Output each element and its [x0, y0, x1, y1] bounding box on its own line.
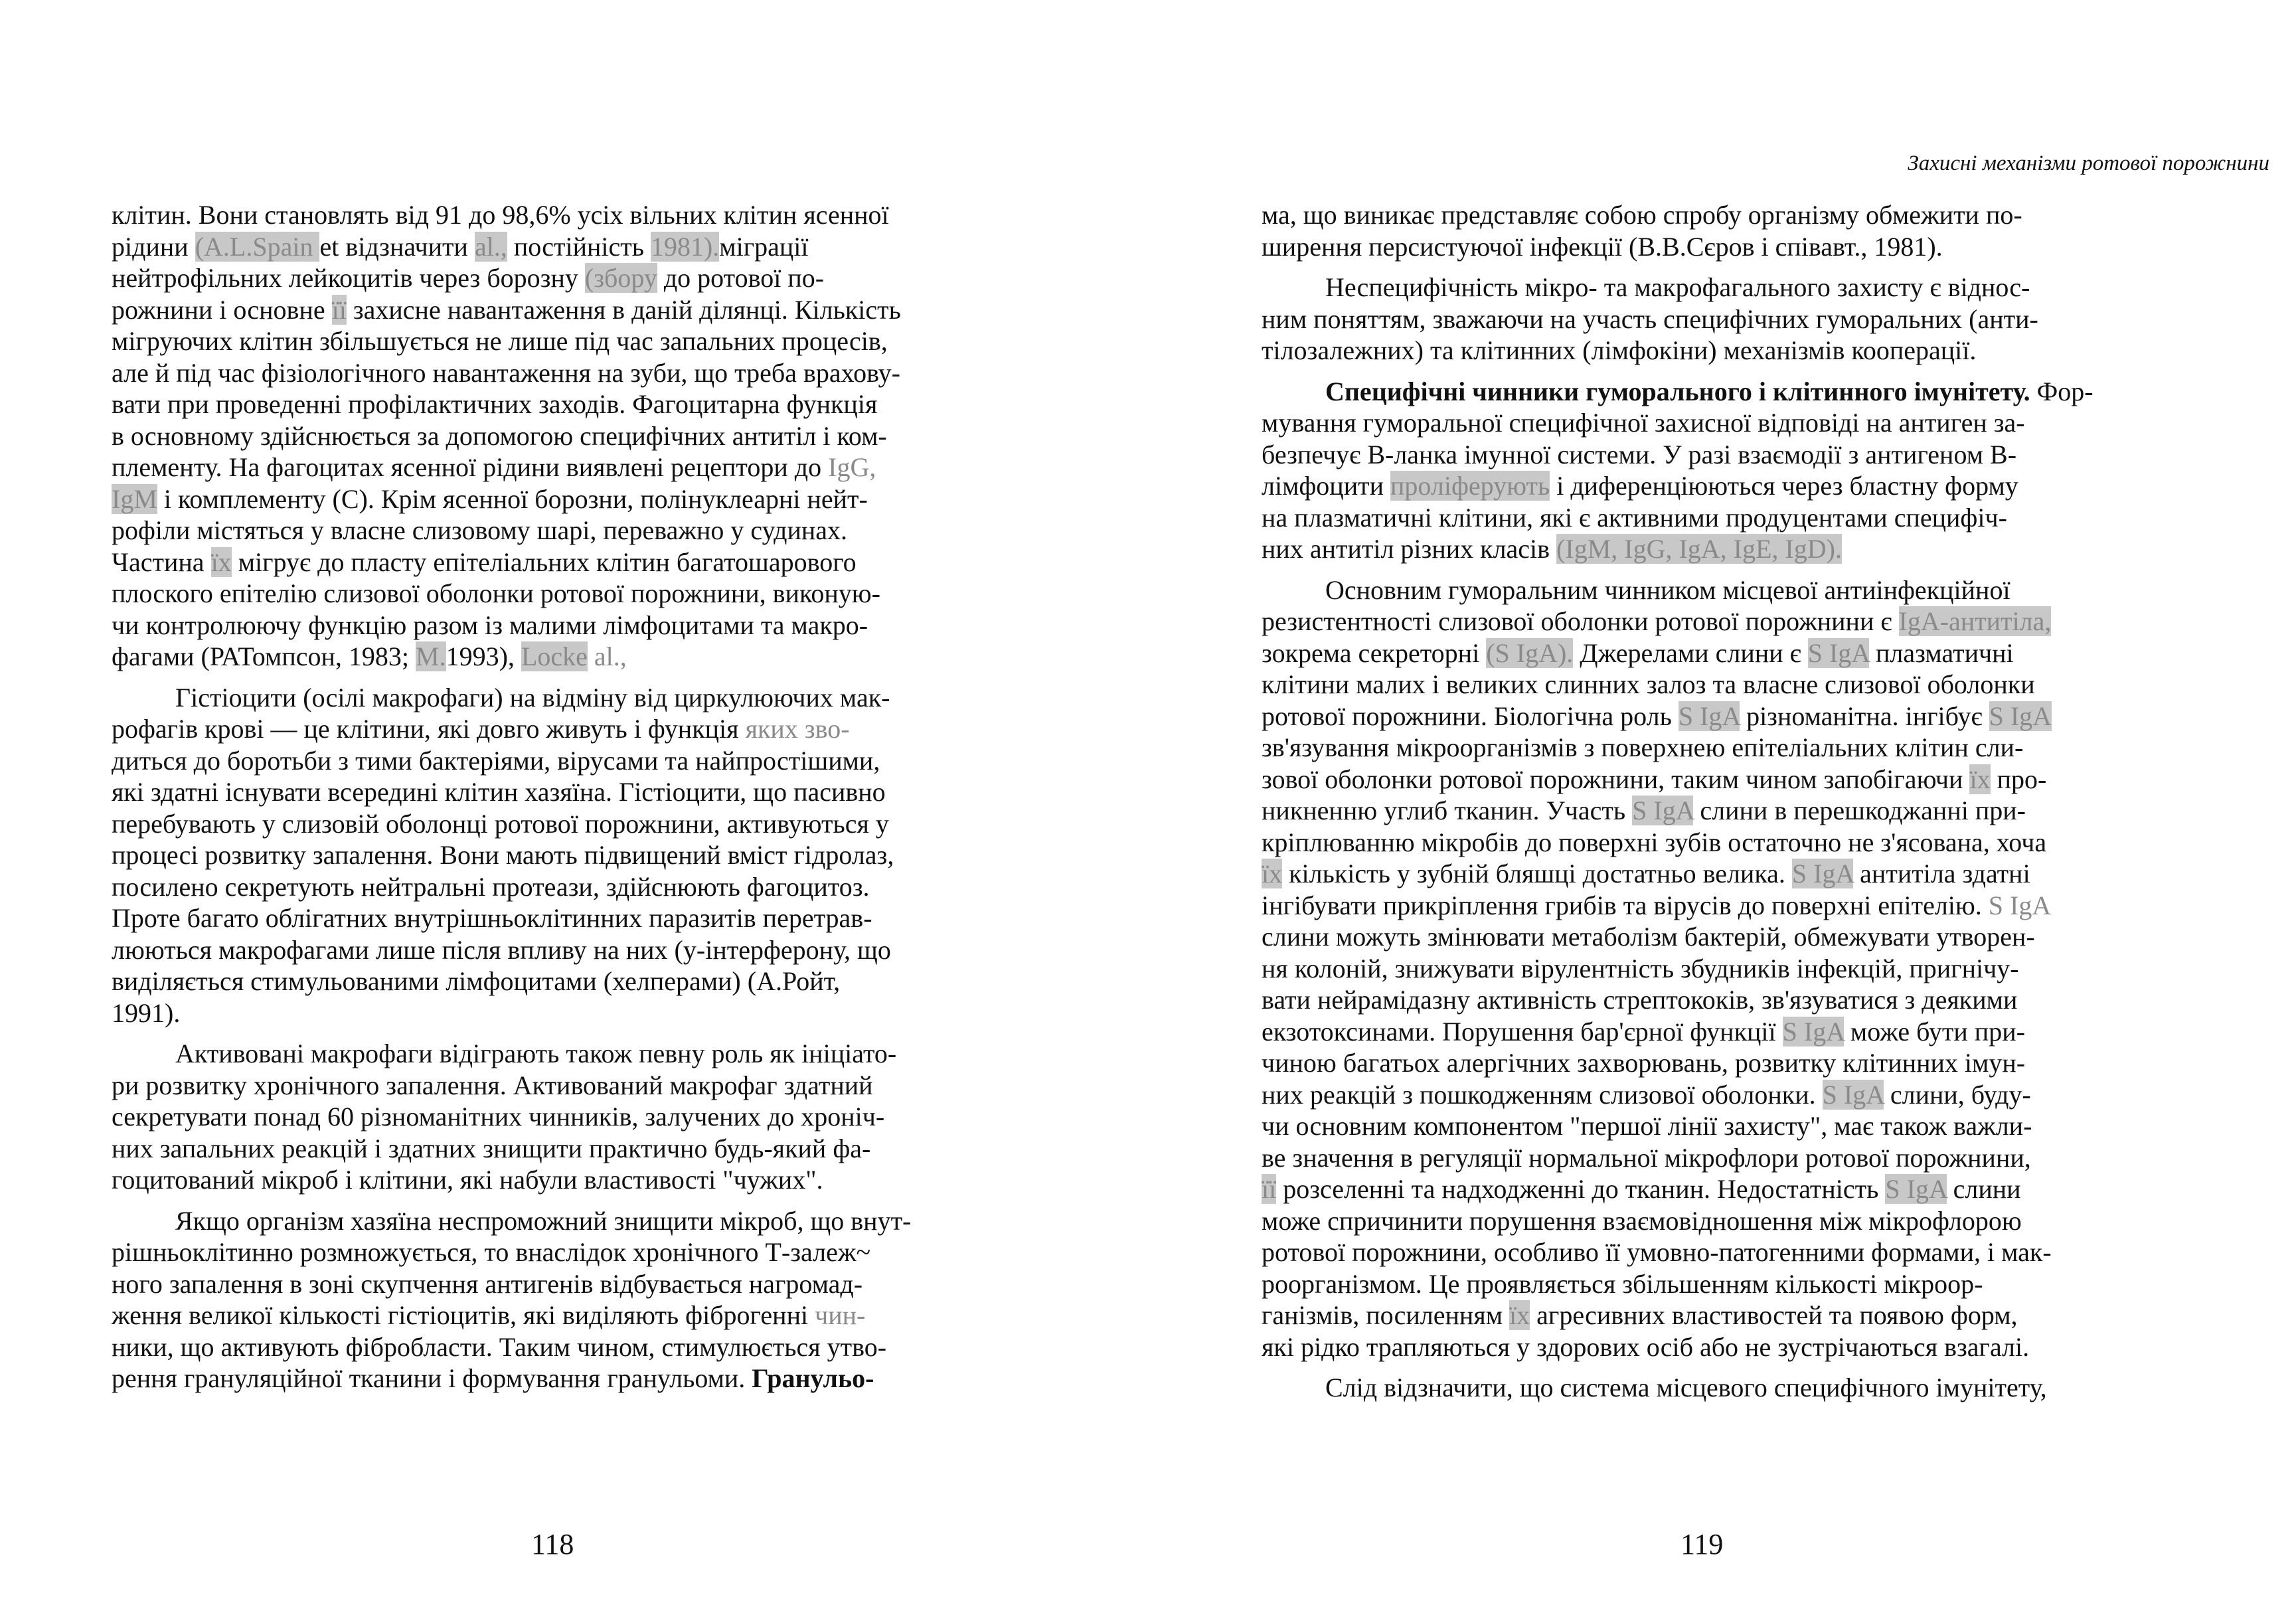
text-line: Специфічні чинники гуморального і клітинного імунітету. Фор- [1325, 376, 2093, 406]
text-line: Активовані макрофаги відіграють також певну роль як ініціато- [175, 1039, 897, 1068]
text-line: ри розвитку хронічного запалення. Активований макрофаг здатний [112, 1070, 873, 1100]
text-line: кріплюванню мікробів до поверхні зубів остаточно не з'ясована, хоча [1262, 827, 2047, 857]
text-line: Основним гуморальним чинником місцевої антиінфекційної [1325, 574, 2010, 605]
faded-annotation-text: їх [1262, 859, 1283, 888]
text-line: Гістіоцити (осілі макрофаги) на відміну від циркулюючих мак- [175, 682, 890, 713]
faded-annotation-text: яких зво- [745, 714, 850, 744]
text-line: процесі розвитку запалення. Вони мають підвищений вміст гідролаз, [112, 840, 894, 870]
text-line: слини можуть змінювати метаболізм бактерій, обмежувати утворен- [1262, 922, 2035, 952]
faded-annotation-text: проліферують [1390, 471, 1550, 501]
faded-annotation-text: al., [474, 231, 507, 262]
bold-text: Специфічні чинники гуморального і клітинного імунітету. [1325, 376, 2030, 406]
text-line: вати при проведенні профілактичних заходів. Фагоцитарна функція [112, 389, 878, 419]
faded-annotation-text: М. [416, 641, 446, 671]
text-line: ним поняттям, зважаючи на участь специфічних гуморальних (анти- [1262, 303, 2038, 334]
text-line: ве значення в регуляції нормальної мікрофлори ротової порожнини, [1262, 1142, 2031, 1173]
text-line: ного запалення в зоні скупчення антигенів відбувається нагромад- [112, 1268, 863, 1299]
faded-annotation-text: S IgA [1807, 637, 1869, 668]
text-line: гоцитований мікроб і клітини, які набули властивості "чужих". [112, 1165, 823, 1195]
text-line: чи контролюючу функцію разом із малими лімфоцитами та макро- [112, 610, 868, 640]
text-line: ники, що активують фібробласти. Таким чином, стимулюється утво- [112, 1331, 887, 1362]
faded-annotation-text: S IgA [1632, 796, 1694, 825]
text-line: люються макрофагами лише після впливу на них (у-інтерферону, що [112, 934, 891, 965]
faded-annotation-text: IgG, [828, 452, 876, 482]
text-line: ня колоній, знижувати вірулентність збудників інфекцій, пригнічу- [1262, 953, 2019, 983]
faded-annotation-text: S IgA [1989, 701, 2052, 731]
text-line: її розселенні та надходженні до тканин. Недостатність S IgA слини [1262, 1174, 2021, 1204]
text-line: рофагів крові — це клітини, які довго живуть і функція яких зво- [112, 714, 850, 744]
text-line: никненню углиб тканин. Участь S IgA слини в перешкоджанні при- [1262, 796, 2026, 825]
faded-annotation-text: (A.L.Spain [195, 231, 320, 262]
text-line: які здатні існувати всередині клітин хазяїна. Гістіоцити, що пасивно [112, 777, 886, 807]
text-line: тілозалежних) та клітинних (лімфокіни) механізмів кооперації. [1262, 335, 1977, 365]
text-line: Частина їх мігрує до пласту епітеліальних клітин багатошарового [112, 547, 857, 577]
text-line: ширення персистуючої інфекції (В.В.Сєров і співавт., 1981). [1262, 231, 1943, 262]
right-page [1148, 0, 2296, 1599]
text-line: плоского епітелію слизової оболонки ротової порожнини, виконую- [112, 578, 880, 608]
faded-annotation-text: її [1262, 1174, 1277, 1204]
text-line: ганізмів, посиленням їх агресивних властивостей та появою форм, [1262, 1300, 2018, 1330]
text-line: резистентності слизової оболонки ротової порожнини є IgA-антитіла, [1262, 606, 2052, 636]
text-line: Якщо організм хазяїна неспроможний знищити мікроб, що внут- [175, 1205, 912, 1236]
text-line: нейтрофільних лейкоцитів через борозну (збору до ротової по- [112, 263, 825, 293]
faded-annotation-text: 1981). [650, 231, 720, 262]
text-line: плементу. На фагоцитах ясенної рідини виявлені рецептори до IgG, [112, 452, 876, 482]
text-line: але й під час фізіологічного навантаження на зуби, що треба врахову- [112, 357, 900, 388]
faded-annotation-text: S IgA [1822, 1079, 1884, 1110]
text-line: рення грануляційної тканини і формування гранульоми. Гранульо- [112, 1363, 874, 1393]
text-line: ження великої кількості гістіоцитів, які виділяють фіброгенні чин- [112, 1300, 866, 1330]
text-line: на плазматичні клітини, які є активними продуцентами специфіч- [1262, 502, 2007, 533]
text-line: секретувати понад 60 різноманітних чинників, залучених до хроніч- [112, 1102, 885, 1132]
left-page-body-text [112, 199, 1021, 1394]
faded-annotation-text: (IgM, IgG, IgA, IgE, IgD). [1556, 534, 1842, 564]
faded-annotation-text: S IgA [1678, 701, 1740, 731]
text-line: чи основним компонентом "першої лінії захисту", має також важли- [1262, 1111, 2032, 1141]
text-line: екзотоксинами. Порушення бар'єрної функції S IgA може бути при- [1262, 1016, 2025, 1047]
text-line: інгібувати прикріплення грибів та вірусів до поверхні епітелію. S IgA [1262, 890, 2052, 920]
text-line: мігруючих клітин збільшується не лише під час запальних процесів, [112, 326, 888, 356]
text-line: Проте багато облігатних внутрішньоклітинних паразитів перетрав- [112, 903, 872, 933]
text-line: ма, що виникає представляє собою спробу організму обмежити по- [1262, 200, 2022, 230]
faded-annotation-text: IgA-антитіла, [1898, 606, 2052, 636]
text-line: може спричинити порушення взаємовідношення між мікрофлорою [1262, 1205, 2022, 1236]
text-line: роорганізмом. Це проявляється збільшенням кількості мікроор- [1262, 1268, 1983, 1299]
text-line: лімфоцити проліферують і диференціюються через бластну форму [1262, 471, 2018, 501]
faded-annotation-text: S IgA [1782, 1016, 1844, 1047]
text-line: чиною багатьох алергічних захворювань, розвитку клітинних імун- [1262, 1048, 2026, 1078]
text-line: них антитіл різних класів (IgM, IgG, IgA, IgE, IgD). [1262, 534, 1842, 564]
faded-annotation-text: Locke [521, 641, 588, 671]
text-line: перебувають у слизовій оболонці ротової порожнини, активуються у [112, 808, 889, 839]
faded-annotation-text: чин- [815, 1300, 866, 1330]
faded-annotation-text: al., [594, 641, 627, 671]
running-header: Захисні механізми ротової порожнини [1908, 151, 2269, 175]
text-line: фагами (РАТомпсон, 1983; М.1993), Locke al., [112, 641, 627, 671]
inline-text: еt [319, 231, 346, 262]
text-line: рішньоклітинно розмножується, то внаслідок хронічного Т-залеж~ [112, 1237, 871, 1267]
faded-annotation-text: їх [210, 547, 232, 577]
faded-annotation-text: IgM [112, 483, 157, 514]
faded-annotation-text: їх [1969, 764, 1991, 794]
text-line: безпечує В-ланка імунної системи. У разі взаємодії з антигеном В- [1262, 439, 2017, 469]
text-line: мування гуморальної специфічної захисної відповіді на антиген за- [1262, 408, 2025, 438]
right-page-body-text [1262, 199, 2173, 1404]
text-line: посилено секретують нейтральні протеази, здійснюють фагоцитоз. [112, 871, 870, 902]
text-line: ротової порожнини. Біологічна роль S IgA різноманітна. інгібує S IgA [1262, 701, 2052, 731]
faded-annotation-text: (S IgA). [1486, 637, 1574, 668]
text-line: зової оболонки ротової порожнини, таким чином запобігаючи їх про- [1262, 764, 2047, 794]
text-line: зокрема секреторні (S IgA). Джерелами слини є S IgA плазматичні [1262, 637, 2014, 668]
text-line: Слід відзначити, що система місцевого специфічного імунітету, [1325, 1373, 2047, 1402]
left-page-number: 118 [531, 1528, 574, 1560]
text-line: клітини малих і великих слинних залоз та власне слизової оболонки [1262, 669, 2035, 699]
right-page-number: 119 [1681, 1528, 1724, 1560]
faded-annotation-text: S IgA [1988, 890, 2052, 920]
text-line: 1991). [112, 997, 181, 1028]
text-line: них запальних реакцій і здатних знищити практично будь-який фа- [112, 1133, 871, 1163]
faded-annotation-text: (збору [584, 263, 657, 293]
bold-text: Гранульо- [752, 1363, 874, 1393]
text-line: IgM і комплементу (С). Крім ясенної борозни, полінуклеарні нейт- [112, 483, 868, 514]
faded-annotation-text: S IgA [1885, 1174, 1947, 1204]
text-line: зв'язування мікроорганізмів з поверхнею епітеліальних клітин сли- [1262, 732, 2024, 762]
text-line: диться до боротьби з тими бактеріями, вірусами та найпростішими, [112, 745, 880, 776]
text-line: рідини (A.L.Spain еt відзначити al., постійність 1981).міграції [112, 231, 809, 262]
text-line: які рідко трапляються у здорових осіб або не зустрічаються взагалі. [1262, 1331, 2030, 1362]
text-line: Неспецифічність мікро- та макрофагального захисту є віднос- [1325, 272, 2030, 302]
text-line: виділяється стимульованими лімфоцитами (хелперами) (А.Ройт, [112, 966, 841, 996]
text-line: ротової порожнини, особливо її умовно-патогенними формами, і мак- [1262, 1237, 2052, 1267]
text-line: вати нейрамідазну активність стрептококів, зв'язуватися з деякими [1262, 985, 2018, 1015]
faded-annotation-text: їх [1509, 1300, 1530, 1330]
faded-annotation-text: S IgA [1791, 859, 1854, 888]
text-line: них реакцій з пошкодженням слизової оболонки. S IgA слини, буду- [1262, 1079, 2031, 1110]
faded-annotation-text: її [331, 294, 347, 325]
text-line: рофіли містяться у власне слизовому шарі, переважно у судинах. [112, 515, 848, 545]
text-line: їх кількість у зубній бляшці достатньо велика. S IgA антитіла здатні [1262, 859, 2030, 888]
text-line: в основному здійснюється за допомогою специфічних антитіл і ком- [112, 420, 887, 451]
text-line: рожнини і основне її захисне навантаження в даній ділянці. Кількість [112, 294, 901, 325]
text-line: клітин. Вони становлять від 91 до 98,6% усіх вільних клітин ясенної [112, 200, 889, 230]
